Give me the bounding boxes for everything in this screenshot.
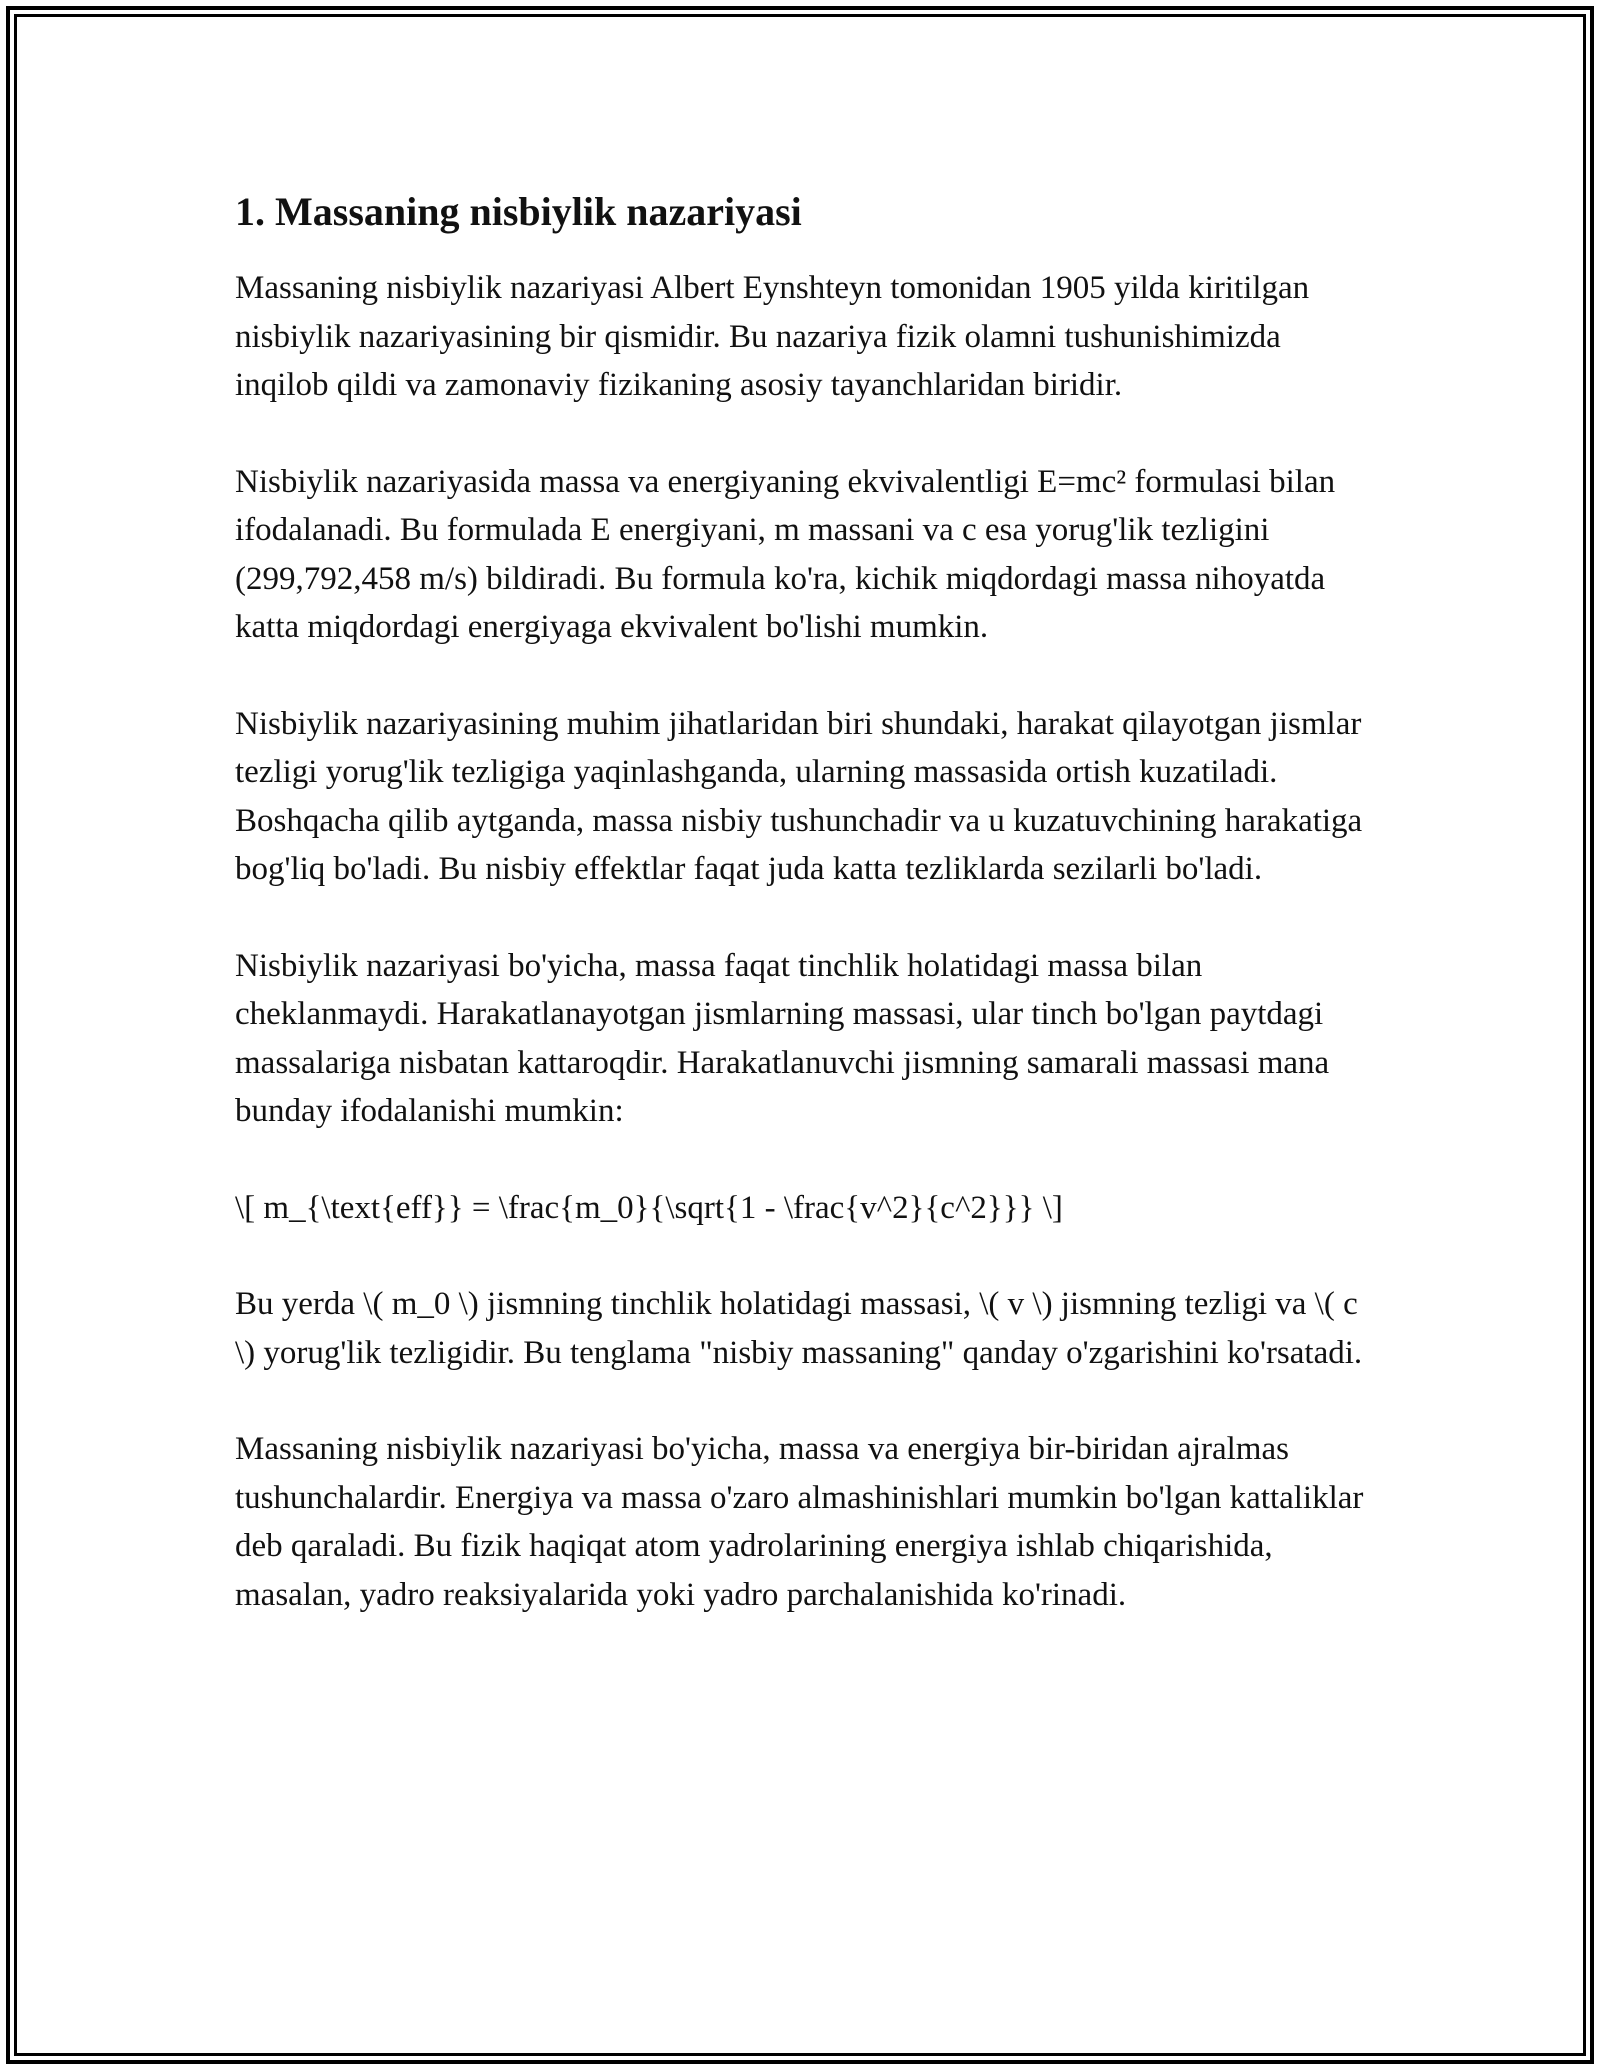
formula-effective-mass: \[ m_{\text{eff}} = \frac{m_0}{\sqrt{1 - \frac{v^2}{c^2}}} \]	[235, 1189, 1063, 1226]
paragraph-effective-mass: Nisbiylik nazariyasi bo'yicha, massa faqat tinchlik holatidagi massa bilan cheklanmaydi. Harakatlanayotgan jismlarning massasi, ular tinch bo'lgan paytdagi massalariga nisbatan kattaroqdir. Harakatlanuvchi jismning samarali massasi mana bunday ifodalanishi mumkin:	[235, 947, 1330, 1129]
paragraph-conclusion: Massaning nisbiylik nazariyasi bo'yicha, massa va energiya bir-biridan ajralmas tushunchalardir. Energiya va massa o'zaro almashinishlari mumkin bo'lgan kattaliklar deb qaraladi. Bu fizik haqiqat atom yadrolarining energiya ishlab chiqarishida, masalan, yadro reaksiyalarida yoki yadro parchalanishida ko'rinadi.	[235, 1431, 1364, 1613]
section-heading: 1. Massaning nisbiylik nazariyasi	[235, 189, 802, 234]
paragraph-relative-mass: Nisbiylik nazariyasining muhim jihatlaridan biri shundaki, harakat qilayotgan jismlar tezligi yorug'lik tezligiga yaqinlashganda, ularning massasida ortish kuzatiladi. Boshqacha qilib aytganda, massa nisbiy tushunchadir va u kuzatuvchining harakatiga bog'liq bo'ladi. Bu nisbiy effektlar faqat juda katta tezliklarda sezilarli bo'ladi.	[235, 705, 1363, 887]
paragraph-mass-energy: Nisbiylik nazariyasida massa va energiyaning ekvivalentligi E=mc² formulasi bilan ifodalanadi. Bu formulada E energiyani, m massani va c esa yorug'lik tezligini (299,792,458 m/s) bildiradi. Bu formula ko'ra, kichik miqdordagi massa nihoyatda katta miqdordagi energiyaga ekvivalent bo'lishi mumkin.	[235, 463, 1336, 645]
paragraph-formula-explanation: Bu yerda \( m_0 \) jismning tinchlik holatidagi massasi, \( v \) jismning tezligi va \( c \) yorug'lik tezligidir. Bu tenglama "nisbiy massaning" qanday o'zgarishini ko'rsatadi.	[235, 1286, 1363, 1371]
document-body	[235, 185, 1375, 1667]
paragraph-intro: Massaning nisbiylik nazariyasi Albert Eynshteyn tomonidan 1905 yilda kiritilgan nisbiylik nazariyasining bir qismidir. Bu nazariya fizik olamni tushunishimizda inqilob qildi va zamonaviy fizikaning asosiy tayanchlaridan biridir.	[235, 270, 1310, 403]
